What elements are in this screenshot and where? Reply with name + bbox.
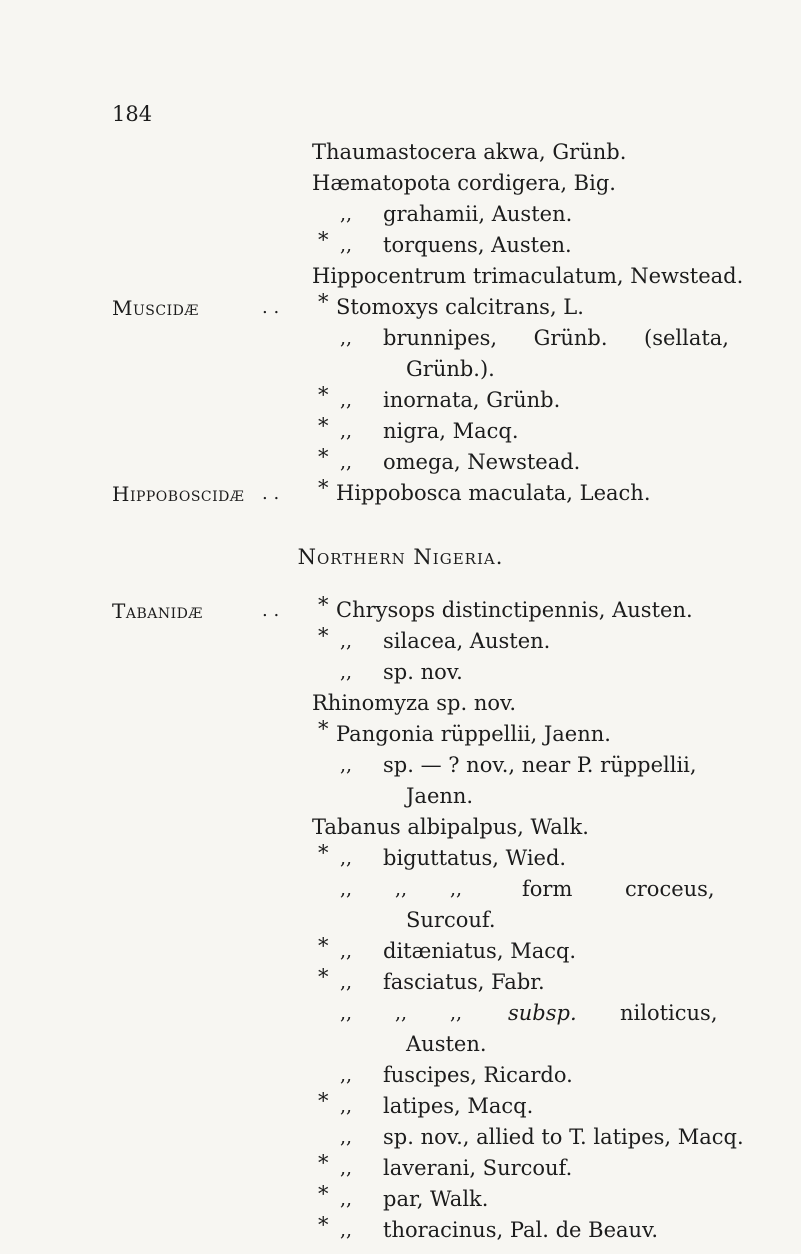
asterisk-mark: * (318, 1151, 329, 1175)
entry-croceus: croceus, (625, 877, 715, 901)
entry-brunnipes-synonym: (sellata, (644, 326, 729, 350)
entry-hippobosca: Hippobosca maculata, Leach. (336, 481, 651, 505)
entry-chrysops-sp: sp. nov. (383, 660, 463, 684)
entry-pangonia-sp: sp. — ? nov., near P. rüppellii, (383, 753, 697, 777)
entry-hippocentrum: Hippocentrum trimaculatum, Newstead. (312, 264, 744, 288)
entry-silacea: silacea, Austen. (383, 629, 551, 653)
ditto-mark: ,, (340, 1064, 353, 1086)
ditto-mark: ,, (340, 1126, 353, 1148)
asterisk-mark: * (318, 1182, 329, 1206)
entry-laverani: laverani, Surcouf. (383, 1156, 573, 1180)
entry-fuscipes: fuscipes, Ricardo. (383, 1063, 573, 1087)
ditto-mark: ,, (450, 878, 463, 900)
entry-croceus-cont: Surcouf. (406, 908, 496, 932)
family-muscidae: Muscidæ (112, 296, 199, 320)
asterisk-mark: * (318, 228, 329, 252)
entry-form-label: form (522, 877, 573, 901)
entry-niloticus-cont: Austen. (406, 1032, 487, 1056)
entry-grahamii: grahamii, Austen. (383, 202, 573, 226)
asterisk-mark: * (318, 717, 329, 741)
leader-dots: . . (262, 297, 280, 318)
ditto-mark: ,, (340, 203, 353, 225)
asterisk-mark: * (318, 934, 329, 958)
family-tabanidae: Tabanidæ (112, 599, 203, 623)
entry-tabanus-sp: sp. nov., allied to T. latipes, Macq. (383, 1125, 744, 1149)
asterisk-mark: * (318, 1089, 329, 1113)
entry-brunnipes-name: brunnipes, (383, 326, 498, 350)
entry-chrysops: Chrysops distinctipennis, Austen. (336, 598, 693, 622)
ditto-mark: ,, (340, 940, 353, 962)
entry-latipes: latipes, Macq. (383, 1094, 534, 1118)
entry-thaumastocera: Thaumastocera akwa, Grünb. (312, 140, 627, 164)
family-hippoboscidae: Hippoboscidæ (112, 482, 245, 506)
section-heading: Northern Nigeria. (297, 545, 504, 569)
asterisk-mark: * (318, 593, 329, 617)
ditto-mark: ,, (340, 630, 353, 652)
ditto-mark: ,, (340, 1188, 353, 1210)
entry-torquens: torquens, Austen. (383, 233, 572, 257)
ditto-mark: ,, (450, 1002, 463, 1024)
entry-brunnipes (383, 328, 729, 349)
entry-subsp-label: subsp. (508, 1001, 577, 1025)
ditto-mark: ,, (395, 1002, 408, 1024)
ditto-mark: ,, (340, 420, 353, 442)
ditto-mark: ,, (340, 451, 353, 473)
entry-fasciatus: fasciatus, Fabr. (383, 970, 545, 994)
entry-stomoxys: Stomoxys calcitrans, L. (336, 295, 584, 319)
entry-omega: omega, Newstead. (383, 450, 581, 474)
asterisk-mark: * (318, 841, 329, 865)
ditto-mark: ,, (340, 389, 353, 411)
ditto-mark: ,, (340, 847, 353, 869)
asterisk-mark: * (318, 1213, 329, 1237)
ditto-mark: ,, (395, 878, 408, 900)
ditto-mark: ,, (340, 234, 353, 256)
entry-pangonia-sp-cont: Jaenn. (406, 784, 474, 808)
ditto-mark: ,, (340, 878, 353, 900)
leader-dots: . . (262, 600, 280, 621)
ditto-mark: ,, (340, 1002, 353, 1024)
ditto-mark: ,, (340, 327, 353, 349)
asterisk-mark: * (318, 290, 329, 314)
ditto-mark: ,, (340, 1219, 353, 1241)
ditto-mark: ,, (340, 661, 353, 683)
entry-thoracinus: thoracinus, Pal. de Beauv. (383, 1218, 659, 1242)
entry-niloticus: niloticus, (620, 1001, 718, 1025)
asterisk-mark: * (318, 476, 329, 500)
leader-dots: . . (262, 483, 280, 504)
asterisk-mark: * (318, 383, 329, 407)
asterisk-mark: * (318, 414, 329, 438)
entry-biguttatus: biguttatus, Wied. (383, 846, 567, 870)
entry-par: par, Walk. (383, 1187, 489, 1211)
asterisk-mark: * (318, 445, 329, 469)
entry-rhinomyza: Rhinomyza sp. nov. (312, 691, 517, 715)
ditto-mark: ,, (340, 1157, 353, 1179)
entry-haematopota: Hæmatopota cordigera, Big. (312, 171, 616, 195)
entry-brunnipes-author: Grünb. (533, 326, 608, 350)
asterisk-mark: * (318, 624, 329, 648)
entry-inornata: inornata, Grünb. (383, 388, 561, 412)
entry-nigra: nigra, Macq. (383, 419, 519, 443)
entry-tabanus: Tabanus albipalpus, Walk. (312, 815, 589, 839)
page-number: 184 (112, 102, 153, 126)
entry-pangonia: Pangonia rüppellii, Jaenn. (336, 722, 611, 746)
entry-ditaeniatus: ditæniatus, Macq. (383, 939, 577, 963)
entry-brunnipes-cont: Grünb.). (406, 357, 495, 381)
ditto-mark: ,, (340, 971, 353, 993)
ditto-mark: ,, (340, 754, 353, 776)
asterisk-mark: * (318, 965, 329, 989)
ditto-mark: ,, (340, 1095, 353, 1117)
